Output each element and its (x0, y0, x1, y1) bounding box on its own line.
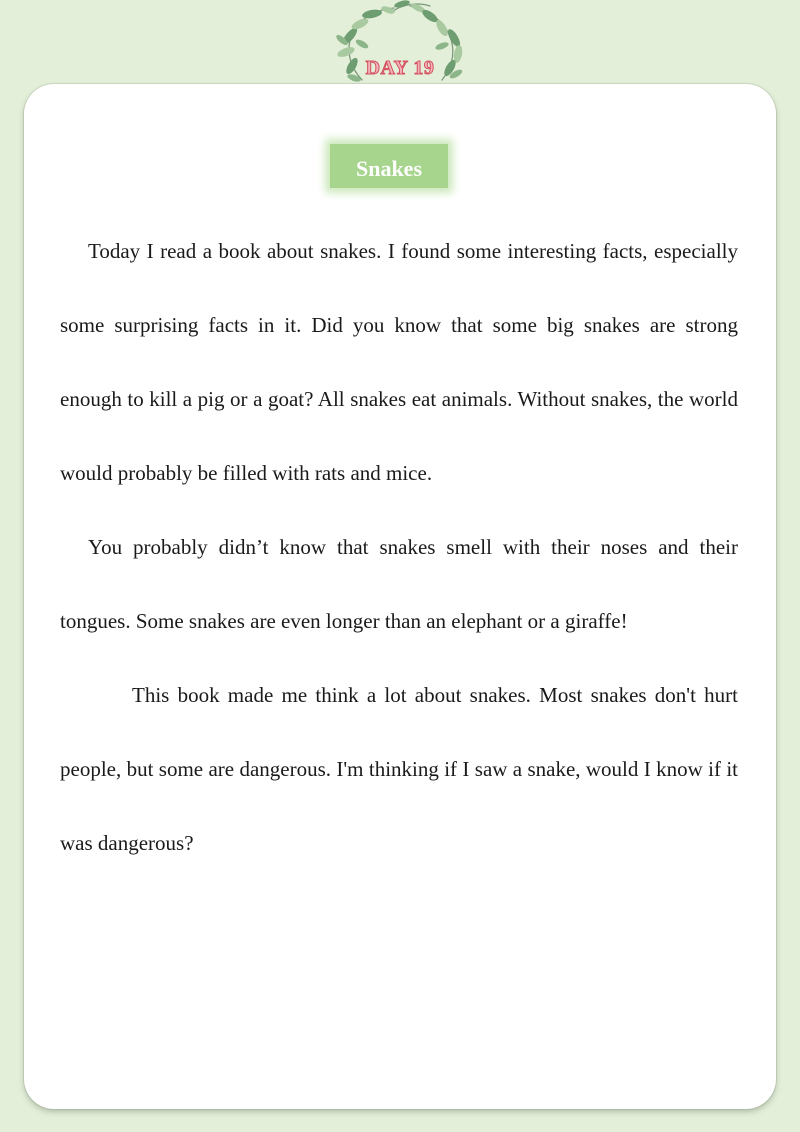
paragraph-1: Today I read a book about snakes. I found some interesting facts, especially some surprising facts in it. Did you know that some big snakes are strong enough to kill a pig or a goat? All snakes eat animals. Without snakes, the world would probably be filled with rats and mice. (60, 239, 738, 485)
day-label: DAY 19 (365, 57, 435, 79)
title-banner (330, 144, 448, 188)
paragraph-2: You probably didn’t know that snakes smell with their noses and their tongues. Some snakes are even longer than an elephant or a giraffe! (60, 535, 738, 633)
essay-body (60, 214, 738, 880)
paragraph-3: This book made me think a lot about snakes. Most snakes don't hurt people, but some are dangerous. I'm thinking if I saw a snake, would I know if it was dangerous? (60, 683, 738, 855)
page-title: Snakes (355, 156, 423, 181)
